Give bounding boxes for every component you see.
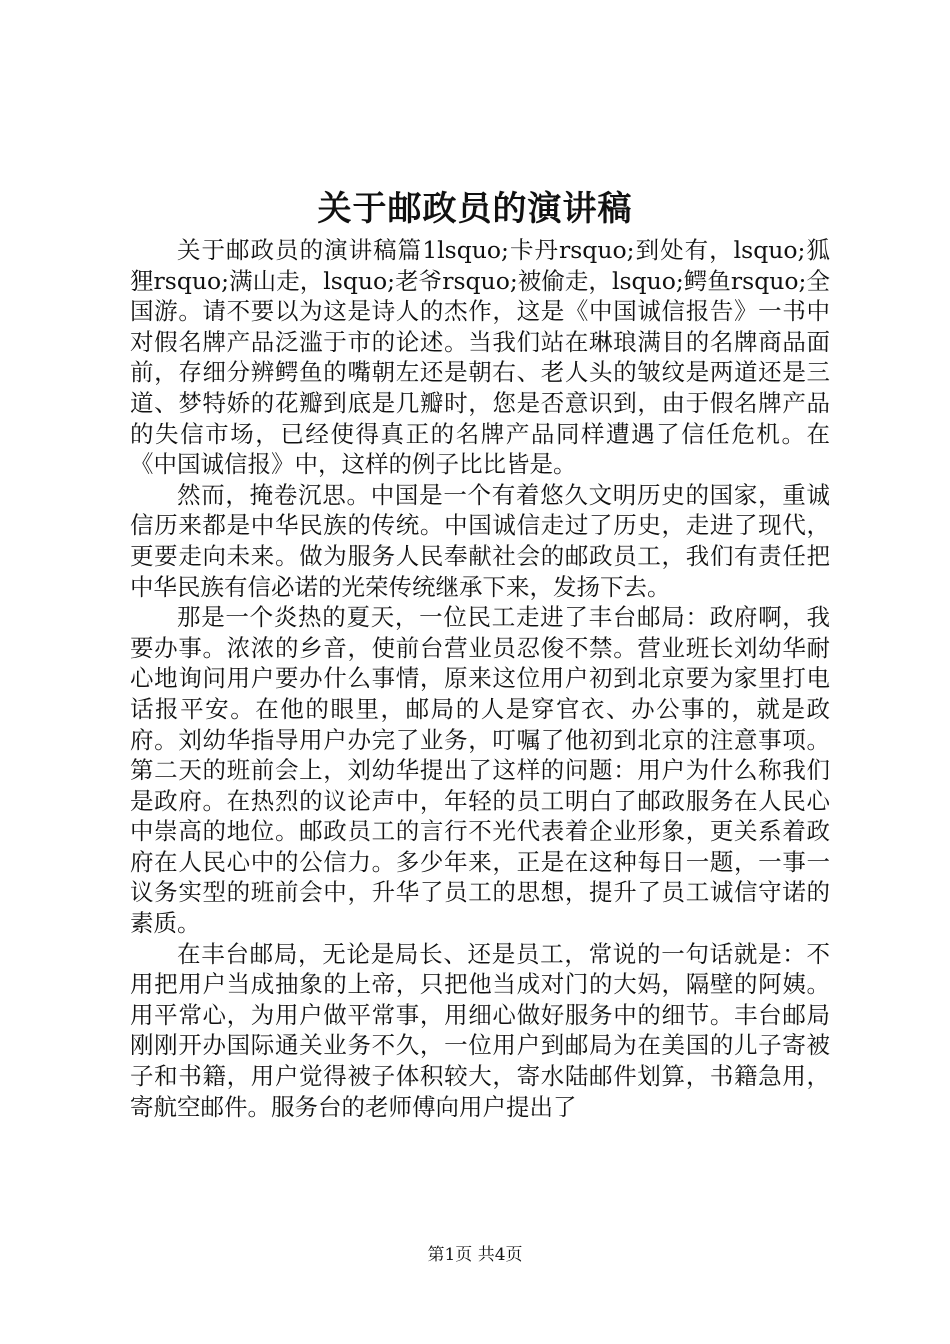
paragraph: 关于邮政员的演讲稿篇1lsquo;卡丹rsquo;到处有，lsquo;狐狸rsquo;满山走，lsquo;老爷rsquo;被偷走，lsquo;鳄鱼rsquo;全国游。请不要以为这是诗人的杰作，这是《中国诚信报告》一书中对假名牌产品泛滥于市的论述。当我们站在琳琅满目的名牌商品面前，存细分辨鳄鱼的嘴朝左还是朝右、老人头的皱纹是两道还是三道、梦特娇的花瓣到底是几瓣时，您是否意识到，由于假名牌产品的失信市场，已经使得真正的名牌产品同样遭遇了信任危机。在《中国诚信报》中，这样的例子比比皆是。 bbox=[130, 236, 830, 479]
paragraph: 那是一个炎热的夏天，一位民工走进了丰台邮局：政府啊，我要办事。浓浓的乡音，使前台营业员忍俊不禁。营业班长刘幼华耐心地询问用户要办什么事情，原来这位用户初到北京要为家里打电话报平安。在他的眼里，邮局的人是穿官衣、办公事的，就是政府。刘幼华指导用户办完了业务，叮嘱了他初到北京的注意事项。第二天的班前会上，刘幼华提出了这样的问题：用户为什么称我们是政府。在热烈的议论声中，年轻的员工明白了邮政服务在人民心中崇高的地位。邮政员工的言行不光代表着企业形象，更关系着政府在人民心中的公信力。多少年来，正是在这种每日一题，一事一议务实型的班前会中，升华了员工的思想，提升了员工诚信守诺的素质。 bbox=[130, 603, 830, 938]
paragraph: 然而，掩卷沉思。中国是一个有着悠久文明历史的国家，重诚信历来都是中华民族的传统。中国诚信走过了历史，走进了现代，更要走向未来。做为服务人民奉献社会的邮政员工，我们有责任把中华民族有信必诺的光荣传统继承下来，发扬下去。 bbox=[130, 480, 830, 601]
page-footer: 第1页 共4页 bbox=[427, 1245, 523, 1265]
document-body bbox=[130, 235, 830, 1122]
paragraph: 在丰台邮局，无论是局长、还是员工，常说的一句话就是：不用把用户当成抽象的上帝，只把他当成对门的大妈，隔壁的阿姨。用平常心，为用户做平常事，用细心做好服务中的细节。丰台邮局刚刚开办国际通关业务不久，一位用户到邮局为在美国的儿子寄被子和书籍，用户觉得被子体积较大，寄水陆邮件划算，书籍急用，寄航空邮件。服务台的老师傅向用户提出了 bbox=[130, 939, 830, 1121]
document-title: 关于邮政员的演讲稿 bbox=[317, 189, 633, 229]
